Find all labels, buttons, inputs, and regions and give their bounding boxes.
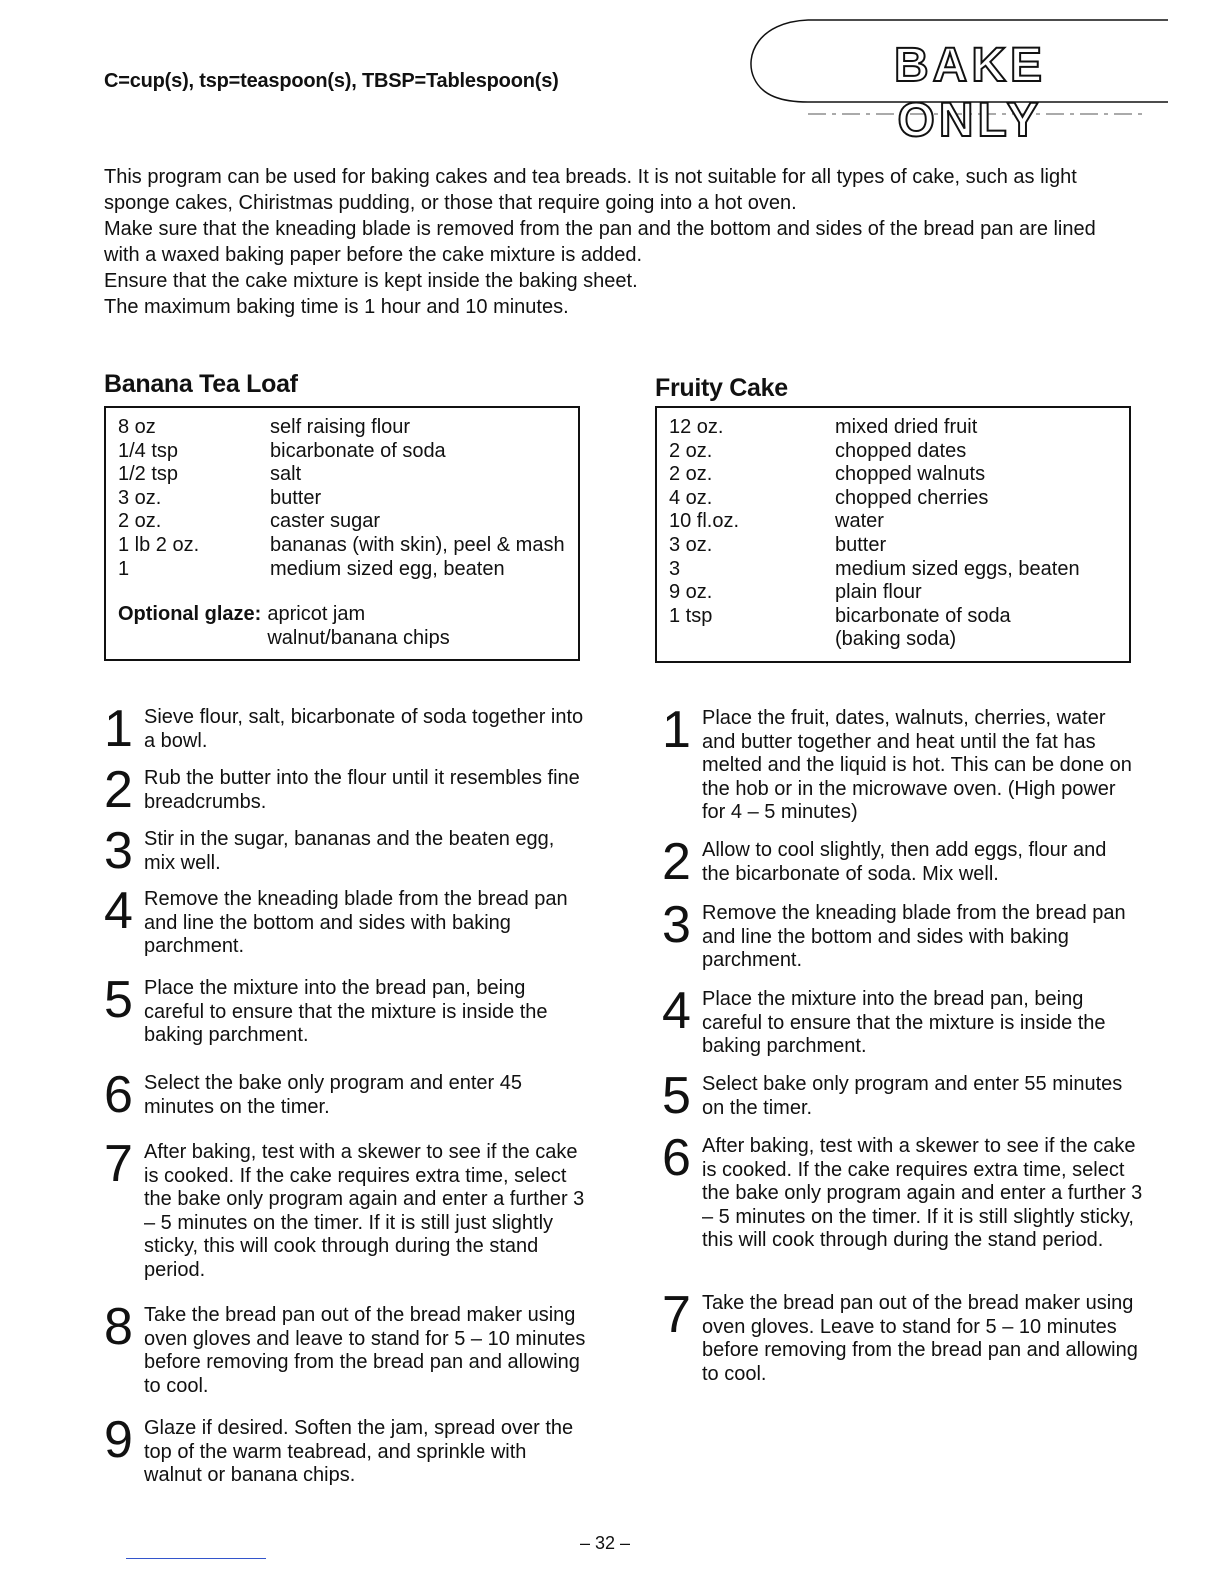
glaze-label: Optional glaze:: [118, 603, 262, 626]
step: [662, 982, 1138, 1059]
step-number: 4: [662, 982, 691, 1040]
page-number: – 32 –: [580, 1533, 631, 1553]
ingredient-qty: 9 oz.: [669, 581, 713, 604]
ingredient-qty: 2 oz.: [669, 439, 713, 462]
ingredient-qty: 4 oz.: [669, 486, 713, 509]
step-number: 1: [104, 700, 133, 758]
fruity-recipe-title: Fruity Cake: [655, 374, 788, 402]
ingredient-item: butter: [270, 486, 322, 509]
step: [662, 896, 1138, 973]
intro-line: The maximum baking time is 1 hour and 10 minutes.: [104, 296, 569, 318]
ingredient-item: salt: [270, 463, 302, 486]
ingredient-item: bicarbonate of soda: [835, 604, 1011, 627]
ingredient-qty: 2 oz.: [669, 463, 713, 486]
step: [662, 701, 1138, 825]
ingredient-item: chopped walnuts: [835, 463, 986, 486]
ingredient-qty: 10 fl.oz.: [669, 510, 740, 533]
step: [104, 1135, 588, 1283]
ingredient-qty: 1: [118, 557, 130, 580]
step-number: 5: [104, 971, 133, 1029]
step: [104, 822, 584, 880]
footer-divider: [126, 1558, 266, 1559]
intro-line: Make sure that the kneading blade is removed from the pan and the bottom and sides of the bread pan are lined with a waxed baking paper before the cake mixture is added.: [104, 218, 1096, 266]
step-text: Remove the kneading blade from the bread pan and line the bottom and sides with baking parchment.: [144, 888, 568, 958]
ingredient-qty: 1 lb 2 oz.: [118, 533, 200, 556]
ingredient-item: mixed dried fruit: [835, 416, 978, 438]
step-text: Rub the butter into the flour until it resembles fine breadcrumbs.: [144, 767, 580, 813]
step-number: 7: [662, 1286, 691, 1344]
step: [104, 971, 584, 1048]
step: [104, 1066, 584, 1124]
step-text: Place the fruit, dates, walnuts, cherries, water and butter together and heat until the fat has melted and the liquid is hot. This can be done on the hob or in the microwave oven. (High power for 4 – 5 minutes): [702, 707, 1132, 824]
step: [662, 833, 1138, 891]
step-text: Place the mixture into the bread pan, being careful to ensure that the mixture is inside the baking parchment.: [702, 988, 1106, 1058]
step-number: 2: [662, 833, 691, 891]
abbreviations-note: C=cup(s), tsp=teaspoon(s), TBSP=Tablespoon(s): [104, 70, 559, 92]
section-banner: [748, 16, 1178, 147]
step-text: Stir in the sugar, bananas and the beaten egg, mix well.: [144, 828, 555, 874]
ingredient-qty: 1/2 tsp: [118, 463, 179, 486]
ingredient-item: plain flour: [835, 581, 922, 604]
ingredient-row: [669, 416, 1117, 440]
step: [104, 1298, 594, 1398]
ingredient-row: [669, 581, 1117, 605]
step-number: 4: [104, 882, 133, 940]
ingredient-qty: 3: [669, 557, 681, 580]
ingredient-qty: 8 oz: [118, 416, 156, 438]
ingredient-item: bananas (with skin), peel & mash: [270, 533, 565, 556]
step-text: After baking, test with a skewer to see if the cake is cooked. If the cake requires extra time, select the bake only program again and enter a further 3 – 5 minutes on the timer. If it is still just slightly sticky, this will cook through during the stand period.: [144, 1141, 585, 1281]
ingredient-row: [118, 416, 566, 440]
step: [662, 1286, 1138, 1386]
ingredient-row: [669, 558, 1117, 582]
step-number: 3: [662, 896, 691, 954]
step: [104, 882, 584, 959]
step: [104, 700, 584, 758]
ingredient-row: [669, 487, 1117, 511]
ingredient-row: [669, 510, 1117, 534]
ingredient-row: [669, 534, 1117, 558]
step-number: 9: [104, 1411, 133, 1469]
step-number: 2: [104, 761, 133, 819]
step-text: After baking, test with a skewer to see if the cake is cooked. If the cake requires extra time, select the bake only program again and enter a further 3 – 5 minutes on the timer. If it is still slightly sticky, this will cook through during the stand period.: [702, 1135, 1143, 1252]
step-number: 3: [104, 822, 133, 880]
intro-line: This program can be used for baking cakes and tea breads. It is not suitable for all types of cake, such as light sponge cakes, Chiristmas pudding, or those that require going into a hot oven.: [104, 166, 1077, 214]
ingredient-row: [669, 463, 1117, 487]
ingredient-item: chopped cherries: [835, 486, 989, 509]
step-number: 6: [104, 1066, 133, 1124]
ingredient-item: (baking soda): [835, 628, 957, 651]
step-number: 6: [662, 1129, 691, 1187]
step-text: Select bake only program and enter 55 minutes on the timer.: [702, 1073, 1123, 1119]
ingredient-item: self raising flour: [270, 416, 411, 438]
ingredient-row: [118, 534, 566, 558]
step-number: 1: [662, 701, 691, 759]
step-text: Remove the kneading blade from the bread pan and line the bottom and sides with baking parchment.: [702, 902, 1126, 972]
step-text: Allow to cool slightly, then add eggs, flour and the bicarbonate of soda. Mix well.: [702, 839, 1107, 885]
optional-glaze: [118, 603, 566, 650]
glaze-item: walnut/banana chips: [267, 626, 450, 649]
banana-recipe-title: Banana Tea Loaf: [104, 370, 298, 398]
step-text: Place the mixture into the bread pan, being careful to ensure that the mixture is inside the baking parchment.: [144, 977, 548, 1047]
ingredient-qty: 3 oz.: [669, 533, 713, 556]
ingredient-row: [118, 510, 566, 534]
step-text: Select the bake only program and enter 45 minutes on the timer.: [144, 1072, 523, 1118]
ingredient-qty: 3 oz.: [118, 486, 162, 509]
step: [662, 1067, 1148, 1125]
step-number: 8: [104, 1298, 133, 1356]
ingredient-item: butter: [835, 533, 887, 556]
step: [104, 761, 584, 819]
step-text: Take the bread pan out of the bread maker using oven gloves. Leave to stand for 5 – 10 minutes before removing from the bread pan and allowing to cool.: [702, 1292, 1138, 1385]
intro-line: Ensure that the cake mixture is kept inside the baking sheet.: [104, 270, 638, 292]
ingredient-row: [118, 558, 566, 582]
ingredient-item: medium sized egg, beaten: [270, 557, 505, 580]
step: [104, 1411, 588, 1488]
ingredient-item: chopped dates: [835, 439, 967, 462]
step: [662, 1129, 1148, 1253]
ingredient-row: [118, 440, 566, 464]
ingredient-item: medium sized eggs, beaten: [835, 557, 1080, 580]
step-text: Glaze if desired. Soften the jam, spread over the top of the warm teabread, and sprinkle with walnut or banana chips.: [144, 1417, 574, 1487]
banner-title: BAKE ONLY: [893, 39, 1046, 147]
step-text: Take the bread pan out of the bread maker using oven gloves and leave to stand for 5 – 10 minutes before removing from the bread pan and allowing to cool.: [144, 1304, 586, 1397]
ingredient-row: [669, 628, 1117, 652]
ingredient-row: [118, 463, 566, 487]
step-text: Sieve flour, salt, bicarbonate of soda together into a bowl.: [144, 706, 584, 752]
glaze-item: apricot jam: [267, 603, 366, 626]
ingredient-row: [669, 605, 1117, 629]
ingredient-row: [669, 440, 1117, 464]
ingredient-qty: 1 tsp: [669, 604, 713, 627]
intro-text: [104, 164, 1134, 320]
step-number: 7: [104, 1135, 133, 1193]
ingredient-item: caster sugar: [270, 510, 381, 533]
ingredient-row: [118, 487, 566, 511]
ingredient-qty: 2 oz.: [118, 510, 162, 533]
ingredient-qty: [669, 628, 835, 652]
fruity-ingredients-box: [655, 406, 1131, 663]
step-number: 5: [662, 1067, 691, 1125]
ingredient-qty: 1/4 tsp: [118, 439, 179, 462]
ingredient-item: water: [835, 510, 884, 533]
ingredient-item: bicarbonate of soda: [270, 439, 446, 462]
banana-ingredients-box: [104, 406, 580, 661]
ingredient-qty: 12 oz.: [669, 416, 724, 438]
